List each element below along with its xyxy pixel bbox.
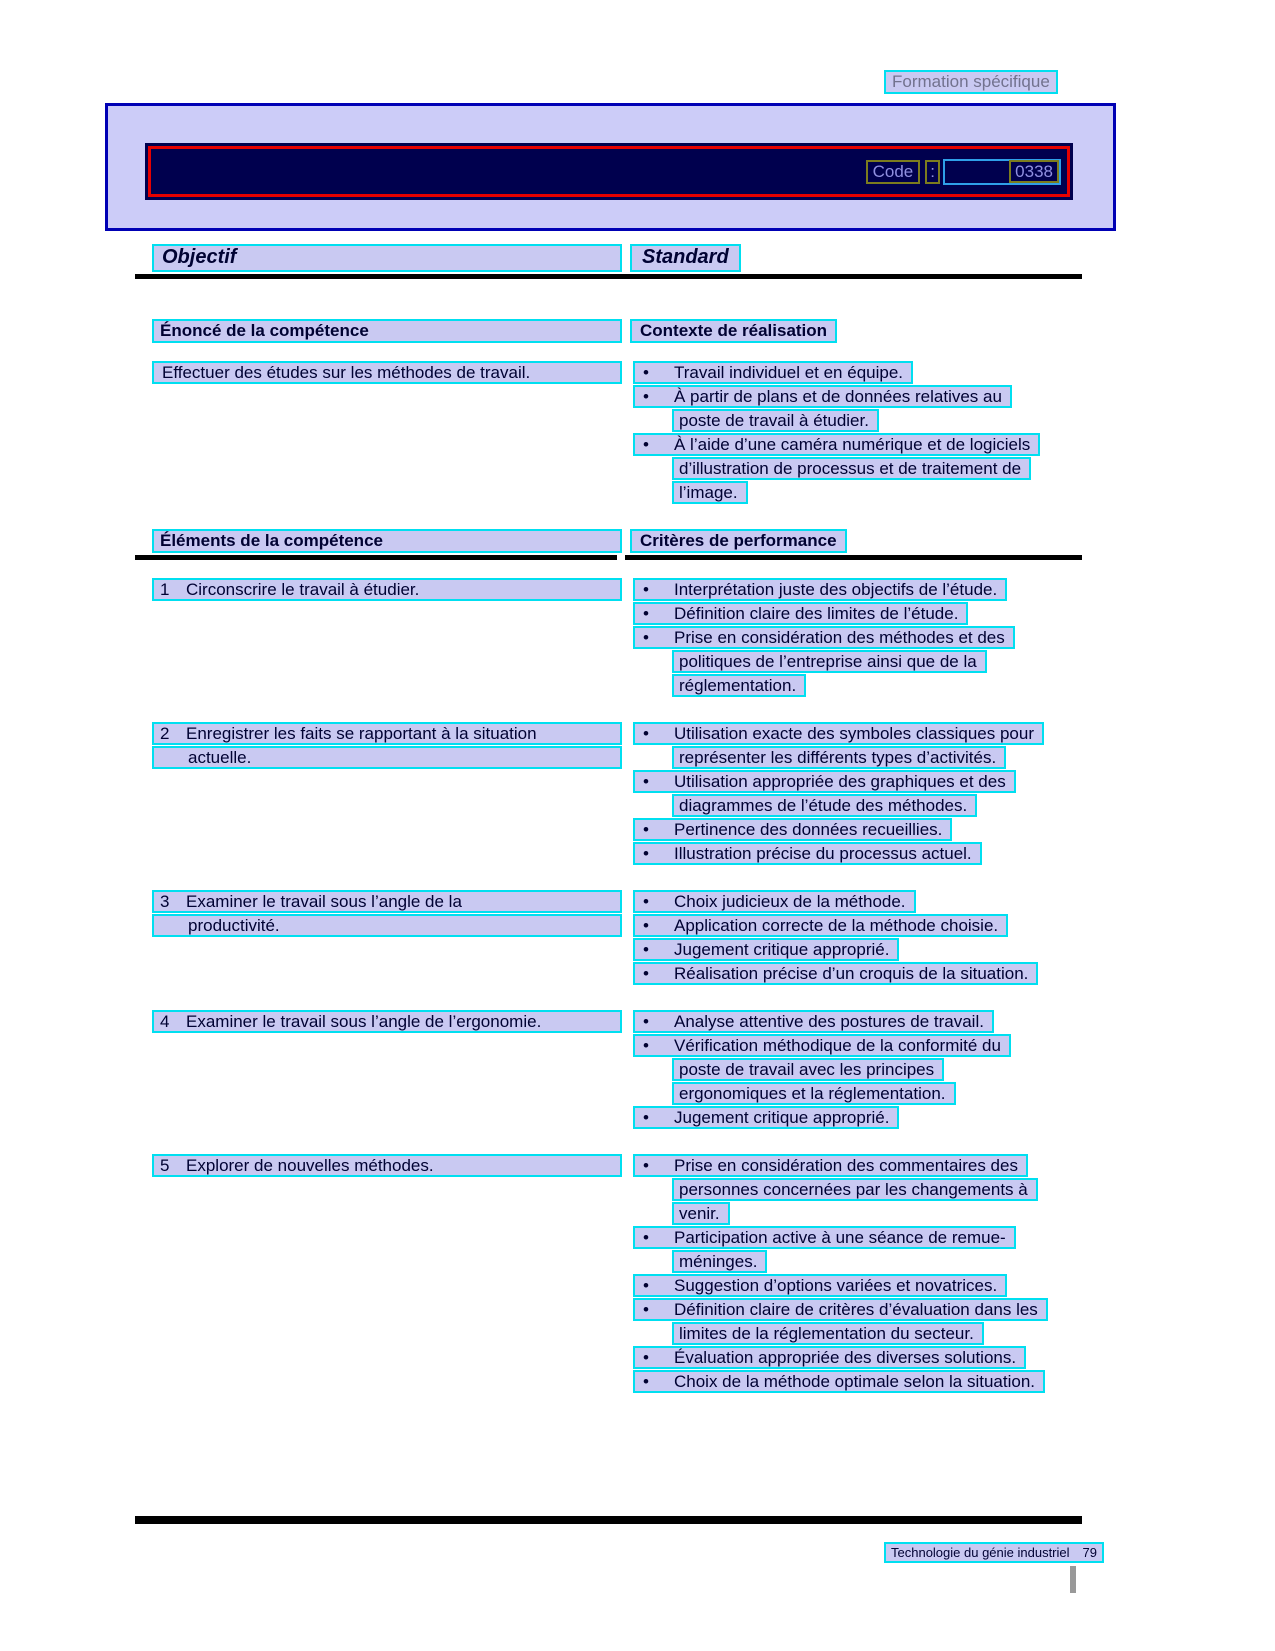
row-left-cell: [152, 890, 622, 938]
bullet-icon: •: [643, 1012, 649, 1031]
bullet-icon: •: [643, 892, 649, 911]
objective-standard-header-row: [135, 244, 1082, 272]
table-row: [135, 722, 1082, 866]
bullet-line: [630, 578, 1082, 602]
bullet-text-highlight: d’illustration de processus et de traitement de: [672, 457, 1031, 480]
bullet-line: [630, 818, 1082, 842]
bullet-icon: •: [643, 1348, 649, 1367]
section-header-criteres: Critères de performance: [630, 529, 847, 553]
bullet-text-highlight: • Participation active à une séance de remue-: [633, 1226, 1016, 1249]
row-left-cell: [152, 578, 622, 602]
bullet-icon: •: [643, 435, 649, 454]
left-text-line: [152, 722, 622, 746]
left-text-highlight: 2 Enregistrer les faits se rapportant à la situation: [152, 722, 622, 745]
row-right-cell: [630, 1010, 1082, 1130]
bullet-line: [630, 1370, 1082, 1394]
document-body: [135, 244, 1082, 1418]
left-text-highlight: productivité.: [152, 914, 622, 937]
code-colon: :: [925, 160, 940, 184]
bullet-line: [630, 1274, 1082, 1298]
bullet-text-highlight: poste de travail avec les principes: [672, 1058, 944, 1081]
bottom-horizontal-rule: [135, 1516, 1082, 1524]
bullet-text-highlight: limites de la réglementation du secteur.: [672, 1322, 984, 1345]
bullet-icon: •: [643, 1036, 649, 1055]
bullet-text-highlight: • Définition claire des limites de l’étude.: [633, 602, 968, 625]
bullet-text-highlight: • À l’aide d’une caméra numérique et de logiciels: [633, 433, 1040, 456]
rule-gap: [617, 555, 625, 560]
bullet-line: [630, 1226, 1082, 1250]
left-text-highlight: actuelle.: [152, 746, 622, 769]
item-number: 4: [160, 1012, 170, 1031]
section-header-elements: Éléments de la compétence: [152, 529, 622, 553]
code-panel-inner: [148, 146, 1070, 197]
left-text-highlight: 4 Examiner le travail sous l’angle de l’ergonomie.: [152, 1010, 622, 1033]
bullet-line: [630, 722, 1082, 746]
row-left-cell: [152, 722, 622, 770]
bullet-text-highlight: • Utilisation appropriée des graphiques et des: [633, 770, 1016, 793]
title-banner: [105, 103, 1116, 231]
column-header-standard: Standard: [630, 244, 741, 272]
bullet-icon: •: [643, 1276, 649, 1295]
bullet-text-highlight: • Pertinence des données recueillies.: [633, 818, 952, 841]
left-text-line: [152, 1010, 622, 1034]
bullet-text-highlight: • Prise en considération des méthodes et des: [633, 626, 1015, 649]
bullet-line: [630, 842, 1082, 866]
bullet-text-highlight: ergonomiques et la réglementation.: [672, 1082, 956, 1105]
bullet-icon: •: [643, 820, 649, 839]
bullet-line: [630, 1010, 1082, 1034]
bullet-icon: •: [643, 604, 649, 623]
bullet-text-highlight: • Illustration précise du processus actuel.: [633, 842, 982, 865]
bullet-icon: •: [643, 1108, 649, 1127]
bullet-line: [630, 385, 1082, 409]
bullet-text-highlight: poste de travail à étudier.: [672, 409, 879, 432]
bullet-text-highlight: • À partir de plans et de données relatives au: [633, 385, 1012, 408]
page-footer: [884, 1542, 1104, 1563]
code-label: Code: [866, 160, 921, 184]
table-row: [135, 361, 1082, 505]
bullet-text-highlight: personnes concernées par les changements à: [672, 1178, 1038, 1201]
section-rows-enonce: [135, 361, 1082, 505]
left-text-highlight: 5 Explorer de nouvelles méthodes.: [152, 1154, 622, 1177]
bullet-continuation-line: [630, 481, 1082, 505]
bullet-icon: •: [643, 580, 649, 599]
footer-page-number: 79: [1082, 1544, 1097, 1560]
item-number: 1: [160, 580, 170, 599]
bullet-icon: •: [643, 1228, 649, 1247]
bullet-continuation-line: [630, 794, 1082, 818]
left-text-line: [152, 890, 622, 914]
bullet-text-highlight: • Réalisation précise d’un croquis de la situation.: [633, 962, 1038, 985]
bullet-text-highlight: • Analyse attentive des postures de travail.: [633, 1010, 994, 1033]
item-number: 2: [160, 724, 170, 743]
row-right-cell: [630, 890, 1082, 986]
table-row: [135, 1154, 1082, 1394]
row-left-cell: [152, 361, 622, 385]
bullet-icon: •: [643, 387, 649, 406]
bullet-text-highlight: venir.: [672, 1202, 730, 1225]
bullet-text-highlight: • Prise en considération des commentaires des: [633, 1154, 1028, 1177]
bullet-continuation-line: [630, 746, 1082, 770]
bullet-line: [630, 433, 1082, 457]
bullet-line: [630, 361, 1082, 385]
bullet-text-highlight: méninges.: [672, 1250, 767, 1273]
bullet-continuation-line: [630, 1082, 1082, 1106]
bullet-icon: •: [643, 1300, 649, 1319]
rule-right-segment: [625, 555, 1082, 560]
bullet-continuation-line: [630, 674, 1082, 698]
bullet-continuation-line: [630, 457, 1082, 481]
code-panel: [145, 143, 1073, 200]
bullet-continuation-line: [630, 1178, 1082, 1202]
bullet-text-highlight: • Vérification méthodique de la conformité du: [633, 1034, 1011, 1057]
left-text-line: [152, 1154, 622, 1178]
split-horizontal-rule: [135, 555, 1082, 560]
row-right-cell: [630, 361, 1082, 505]
bullet-text-highlight: • Jugement critique approprié.: [633, 1106, 899, 1129]
footer-program-title: Technologie du génie industriel: [891, 1544, 1070, 1560]
code-value: 0338: [1009, 160, 1059, 183]
bullet-continuation-line: [630, 1250, 1082, 1274]
left-text-highlight: 3 Examiner le travail sous l’angle de la: [152, 890, 622, 913]
section-header-row: [135, 529, 1082, 553]
bullet-line: [630, 1106, 1082, 1130]
bullet-text-highlight: politiques de l’entreprise ainsi que de la: [672, 650, 987, 673]
code-field: [943, 159, 1061, 185]
bullet-icon: •: [643, 628, 649, 647]
bullet-text-highlight: l’image.: [672, 481, 748, 504]
bullet-line: [630, 626, 1082, 650]
bullet-continuation-line: [630, 1202, 1082, 1226]
bullet-line: [630, 962, 1082, 986]
bullet-icon: •: [643, 1156, 649, 1175]
row-left-cell: [152, 1010, 622, 1034]
left-text-line: [152, 578, 622, 602]
bullet-icon: •: [643, 772, 649, 791]
bullet-text-highlight: • Jugement critique approprié.: [633, 938, 899, 961]
bullet-continuation-line: [630, 409, 1082, 433]
row-right-cell: [630, 1154, 1082, 1394]
bullet-line: [630, 1298, 1082, 1322]
table-row: [135, 578, 1082, 698]
bullet-text-highlight: réglementation.: [672, 674, 806, 697]
bullet-text-highlight: • Interprétation juste des objectifs de l’étude.: [633, 578, 1007, 601]
section-header-row: [135, 319, 1082, 343]
left-text-highlight: Effectuer des études sur les méthodes de travail.: [152, 361, 622, 384]
bullet-line: [630, 890, 1082, 914]
bullet-text-highlight: • Choix judicieux de la méthode.: [633, 890, 916, 913]
bullet-line: [630, 602, 1082, 626]
bullet-line: [630, 770, 1082, 794]
rule-left-segment: [135, 555, 617, 560]
left-text-line: [152, 746, 622, 770]
bullet-line: [630, 914, 1082, 938]
bullet-text-highlight: • Utilisation exacte des symboles classiques pour: [633, 722, 1044, 745]
bullet-text-highlight: • Application correcte de la méthode choisie.: [633, 914, 1008, 937]
column-header-objectif: Objectif: [152, 244, 622, 272]
table-row: [135, 1010, 1082, 1130]
bullet-text-highlight: • Travail individuel et en équipe.: [633, 361, 913, 384]
document-category-label: Formation spécifique: [884, 70, 1058, 94]
scanner-mark-bar: [1070, 1566, 1076, 1593]
left-text-highlight: 1 Circonscrire le travail à étudier.: [152, 578, 622, 601]
left-text-line: [152, 361, 622, 385]
bullet-text-highlight: • Choix de la méthode optimale selon la situation.: [633, 1370, 1045, 1393]
row-right-cell: [630, 578, 1082, 698]
table-row: [135, 890, 1082, 986]
bullet-line: [630, 1034, 1082, 1058]
bullet-icon: •: [643, 1372, 649, 1391]
bullet-text-highlight: représenter les différents types d’activités.: [672, 746, 1006, 769]
bullet-text-highlight: • Évaluation appropriée des diverses solutions.: [633, 1346, 1026, 1369]
bullet-line: [630, 1154, 1082, 1178]
bullet-icon: •: [643, 363, 649, 382]
bullet-line: [630, 1346, 1082, 1370]
item-number: 5: [160, 1156, 170, 1175]
bullet-continuation-line: [630, 1058, 1082, 1082]
bullet-icon: •: [643, 916, 649, 935]
bullet-line: [630, 938, 1082, 962]
bullet-continuation-line: [630, 650, 1082, 674]
horizontal-rule: [135, 274, 1082, 279]
section-rows-elements: [135, 578, 1082, 1394]
item-number: 3: [160, 892, 170, 911]
left-text-line: [152, 914, 622, 938]
bullet-icon: •: [643, 724, 649, 743]
bullet-icon: •: [643, 964, 649, 983]
bullet-continuation-line: [630, 1322, 1082, 1346]
row-left-cell: [152, 1154, 622, 1178]
bullet-text-highlight: • Suggestion d’options variées et novatrices.: [633, 1274, 1007, 1297]
row-right-cell: [630, 722, 1082, 866]
bullet-icon: •: [643, 844, 649, 863]
bullet-icon: •: [643, 940, 649, 959]
section-header-enonce: Énoncé de la compétence: [152, 319, 622, 343]
section-header-contexte: Contexte de réalisation: [630, 319, 837, 343]
bullet-text-highlight: diagrammes de l’étude des méthodes.: [672, 794, 977, 817]
bullet-text-highlight: • Définition claire de critères d’évaluation dans les: [633, 1298, 1048, 1321]
